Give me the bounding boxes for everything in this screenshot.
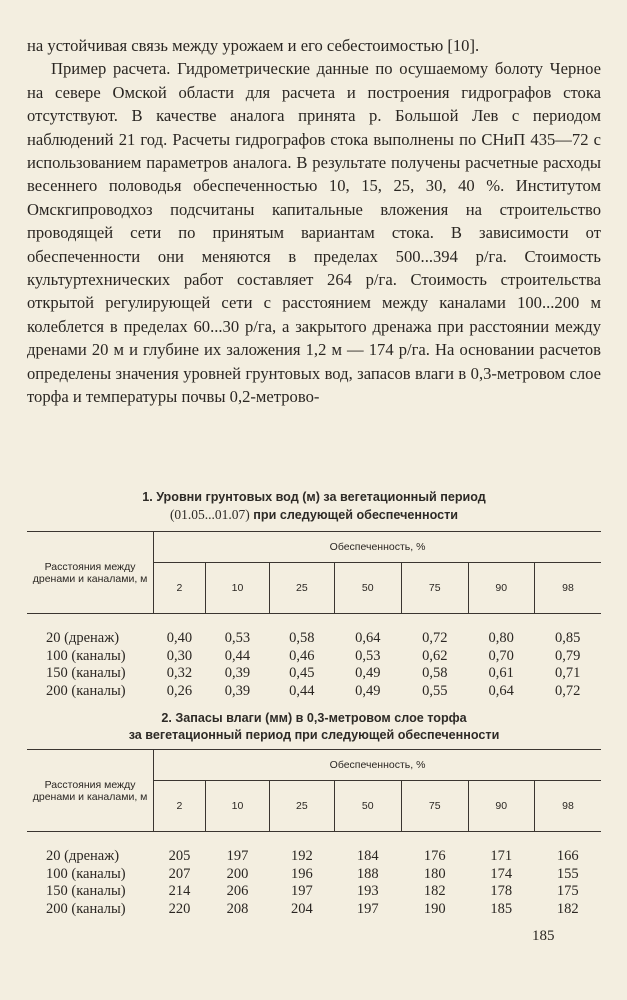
table-row (27, 901, 601, 919)
row-label: 100 (каналы) (46, 865, 126, 882)
table-cell: 166 (556, 848, 579, 864)
table-cell: 184 (356, 848, 379, 864)
table1 (27, 531, 601, 700)
table-cell: 0,39 (224, 682, 251, 699)
table1-caption-period: (01.05...01.07) (169, 507, 250, 522)
table-cell: 0,53 (355, 647, 381, 664)
table-cell: 0,49 (355, 682, 381, 699)
table-cell: 0,39 (224, 665, 251, 681)
table-cell: 0,46 (289, 647, 315, 664)
table-row (27, 665, 601, 683)
table-cell: 197 (356, 900, 379, 917)
paragraph-example: Пример расчета. Гидрометрические данные по осушаемому болоту Черное на севере Омской области для расчета и построения гидрографов стока отсутствуют. В качестве аналога принята р. Большой Лев с периодом наблюдений 21 год. Расчеты гидрографов стока выполнены по СНиП 435—72 с использованием параметров аналога. В результате получены расчетные расходы весеннего половодья обеспеченностью 10, 15, 25, 30, 40 %. Институтом Омскгипроводхоз подсчитаны капитальные вложения на строительство проводящей сети по принятым вариантам стока. В зависимости от обеспеченности они меняются в пределах 500...394 р/га. Стоимость культуртехнических работ составляет 264 р/га. Стоимость строительства открытой регулирующей сети с расстоянием между каналами 100...200 м колеблется в пределах 60...30 р/га, а закрытого дренажа при расстоянии между дренами 20 м и глубине их заложения 1,2 м — 174 р/га. На основании расчетов определены значения уровней грунтовых вод, запасов влаги в 0,3-метровом слое торфа и температуры почвы 0,2-метрово- (27, 59, 601, 407)
column-header: 10 (205, 563, 269, 614)
table-cell: 0,79 (555, 647, 581, 664)
column-header: 75 (402, 781, 468, 832)
table-cell: 190 (423, 900, 446, 917)
column-header: 2 (154, 563, 206, 614)
table-cell: 0,44 (224, 647, 251, 664)
table-cell: 0,58 (422, 665, 448, 681)
table-cell: 192 (290, 848, 313, 864)
table-cell: 204 (290, 900, 313, 917)
table-cell: 193 (356, 883, 379, 899)
table2-caption-line2: за вегетационный период при следующей обеспеченности (128, 728, 500, 742)
row-label: 150 (каналы) (46, 883, 126, 899)
paragraph-continuation: на устойчивая связь между урожаем и его себестоимостью [10]. (27, 36, 480, 55)
column-header: 10 (205, 781, 269, 832)
row-label: 150 (каналы) (46, 665, 126, 681)
column-header: 2 (154, 781, 206, 832)
table-row (27, 648, 601, 666)
row-label: 20 (дренаж) (46, 630, 120, 646)
row-label: 100 (каналы) (46, 647, 126, 664)
table-cell: 0,72 (555, 682, 581, 699)
table-cell: 185 (490, 900, 513, 917)
table1-caption-rest: при следующей обеспеченности (249, 508, 459, 522)
group-header: Обеспеченность, % (154, 532, 601, 563)
row-header: Расстояния между дренами и каналами, м (27, 750, 154, 832)
row-label: 20 (дренаж) (46, 848, 120, 864)
column-header: 90 (468, 781, 534, 832)
table-cell: 0,44 (289, 682, 315, 699)
table-cell: 0,70 (488, 647, 514, 664)
table-cell: 0,61 (488, 665, 514, 681)
table-cell: 182 (556, 900, 579, 917)
table-cell: 196 (290, 865, 313, 882)
table-cell: 0,30 (166, 647, 193, 664)
table2-caption (27, 710, 601, 744)
body-text (27, 34, 601, 409)
table-row (27, 866, 601, 884)
table-cell: 197 (226, 848, 249, 864)
table-row (27, 683, 601, 701)
table-cell: 0,45 (289, 665, 315, 681)
column-header: 98 (534, 781, 601, 832)
row-header: Расстояния между дренами и каналами, м (27, 532, 154, 614)
row-label: 200 (каналы) (46, 682, 126, 699)
table-cell: 0,71 (555, 665, 581, 681)
table-cell: 155 (556, 865, 579, 882)
table-cell: 207 (168, 865, 191, 882)
group-header: Обеспеченность, % (154, 750, 601, 781)
table-cell: 0,64 (488, 682, 514, 699)
table-cell: 206 (226, 883, 249, 899)
column-header: 50 (334, 781, 402, 832)
table-cell: 0,85 (555, 630, 581, 646)
table-row (27, 883, 601, 901)
table-cell: 175 (556, 883, 579, 899)
row-label: 200 (каналы) (46, 900, 126, 917)
table2-caption-line1: 2. Запасы влаги (мм) в 0,3-метровом слое торфа (161, 711, 467, 725)
table-cell: 182 (423, 883, 446, 899)
column-header: 75 (402, 563, 468, 614)
table-cell: 0,40 (166, 630, 193, 646)
table-cell: 188 (356, 865, 379, 882)
table-cell: 0,26 (166, 682, 193, 699)
table-cell: 0,58 (289, 630, 315, 646)
column-header: 25 (270, 781, 334, 832)
table-cell: 0,49 (355, 665, 381, 681)
table-row (27, 848, 601, 866)
table-cell: 0,80 (488, 630, 514, 646)
table-row (27, 630, 601, 648)
table-cell: 0,62 (422, 647, 448, 664)
column-header: 50 (334, 563, 402, 614)
table-cell: 174 (490, 865, 513, 882)
table-cell: 0,72 (422, 630, 448, 646)
table-cell: 0,53 (224, 630, 251, 646)
table1-caption-line1: 1. Уровни грунтовых вод (м) за вегетационный период (142, 490, 486, 504)
table-cell: 180 (423, 865, 446, 882)
table-cell: 214 (168, 883, 191, 899)
table-cell: 208 (226, 900, 249, 917)
column-header: 25 (270, 563, 334, 614)
table-cell: 200 (226, 865, 249, 882)
table-cell: 0,64 (355, 630, 381, 646)
table2 (27, 749, 601, 918)
page-number: 185 (532, 928, 555, 944)
table-cell: 0,32 (166, 665, 193, 681)
table-cell: 220 (168, 900, 191, 917)
table-cell: 0,55 (422, 682, 448, 699)
table-cell: 205 (168, 848, 191, 864)
table-cell: 197 (290, 883, 313, 899)
table-cell: 176 (423, 848, 446, 864)
table1-caption (27, 489, 601, 524)
table-cell: 178 (490, 883, 513, 899)
column-header: 90 (468, 563, 534, 614)
column-header: 98 (534, 563, 601, 614)
table1-caption-line2 (27, 506, 601, 524)
table-cell: 171 (490, 848, 513, 864)
